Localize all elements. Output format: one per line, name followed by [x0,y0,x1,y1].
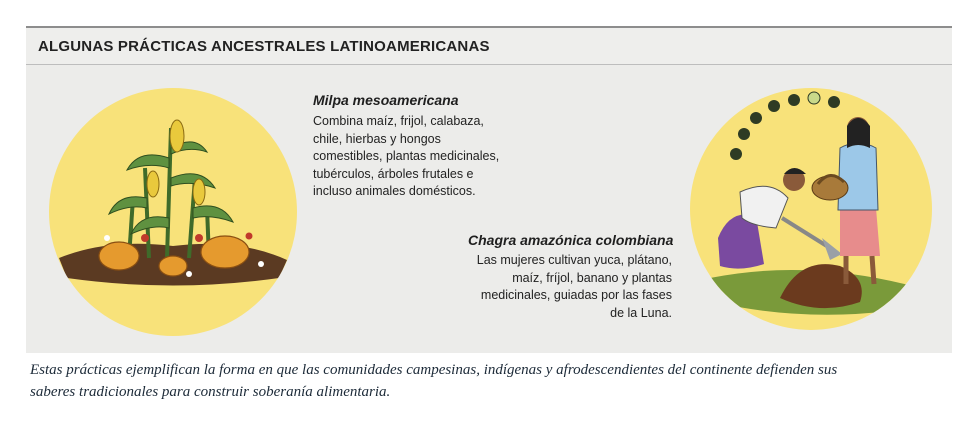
chagra-drawing [690,88,932,330]
milpa-line: Combina maíz, frijol, calabaza, [313,114,484,128]
milpa-line: tubérculos, árboles frutales e [313,166,474,181]
moon-phases-icon [730,92,840,160]
chagra-line: medicinales, guiadas por las fases [480,288,672,302]
chagra-line: Las mujeres cultivan yuca, plátano, [476,253,672,267]
milpa-title: Milpa mesoamericana [313,92,459,108]
milpa-description [313,113,543,201]
chagra-title: Chagra amazónica colombiana [468,232,674,248]
caption [30,359,950,403]
milpa-line: chile, hierbas y hongos [313,131,441,146]
chagra-line: de la Luna. [610,305,672,320]
milpa-line: comestibles, plantas medicinales, [313,149,500,163]
header-title: ALGUNAS PRÁCTICAS ANCESTRALES LATINOAMERICANAS [38,38,490,55]
milpa-drawing [49,88,297,336]
chagra-line: maíz, fríjol, banano y plantas [512,270,672,285]
caption-line: Estas prácticas ejemplifican la forma en que las comunidades campesinas, indígenas y afrodescendientes del continente defienden sus [30,362,838,378]
chagra-illustration [690,88,932,330]
section-header [26,28,952,64]
caption-line: saberes tradicionales para construir soberanía alimentaria. [30,384,391,400]
chagra-description [440,252,672,322]
milpa-line: incluso animales domésticos. [313,184,476,198]
milpa-illustration [49,88,297,336]
